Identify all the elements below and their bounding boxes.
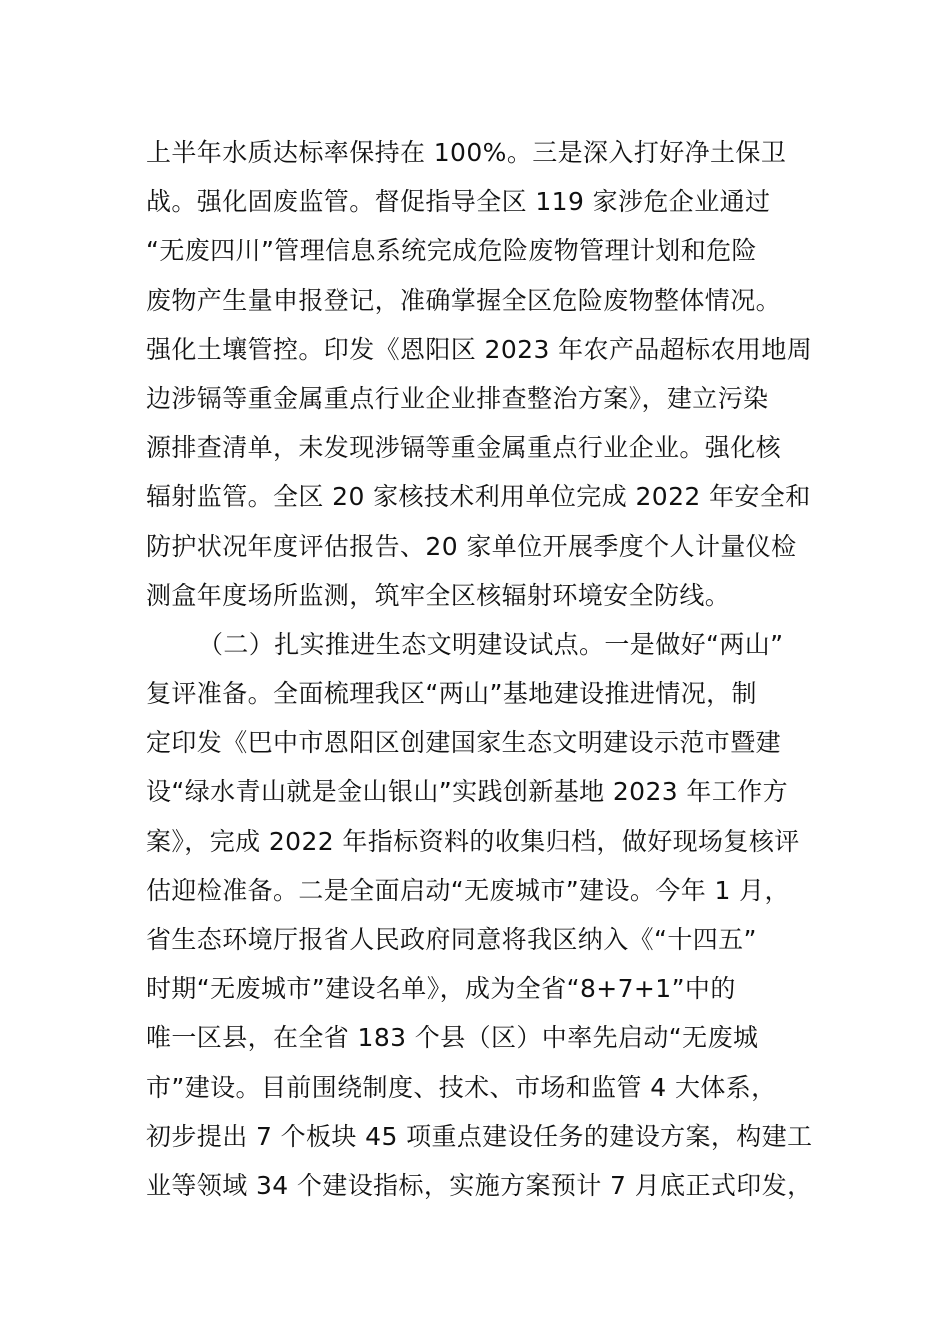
text-line: 测盒年度场所监测，筑牢全区核辐射环境安全防线。 [146, 580, 731, 610]
text-line: 设“绿水青山就是金山银山”实践创新基地 2023 年工作方 [146, 777, 789, 807]
body-text [146, 128, 836, 1210]
text-line: 防护状况年度评估报告、20 家单位开展季度个人计量仪检 [146, 531, 797, 561]
text-line: 时期“无废城市”建设名单》，成为全省“8+7+1”中的 [146, 974, 736, 1004]
text-line: 上半年水质达标率保持在 100%。三是深入打好净土保卫 [146, 138, 787, 167]
text-line: 案》，完成 2022 年指标资料的收集归档，做好现场复核评 [146, 826, 800, 856]
text-line: 强化土壤管控。印发《恩阳区 2023 年农产品超标农用地周 [146, 334, 813, 364]
text-line: “无废四川”管理信息系统完成危险废物管理计划和危险 [146, 236, 757, 266]
text-line: 废物产生量申报登记，准确掌握全区危险废物整体情况。 [146, 285, 782, 315]
section-heading-line: （二）扎实推进生态文明建设试点。一是做好“两山” [198, 629, 784, 659]
text-line: 边涉镉等重金属重点行业企业排查整治方案》，建立污染 [146, 383, 769, 413]
text-line: 定印发《巴中市恩阳区创建国家生态文明建设示范市暨建 [146, 728, 782, 758]
text-line: 战。强化固废监管。督促指导全区 119 家涉危企业通过 [146, 187, 771, 217]
text-line: 省生态环境厅报省人民政府同意将我区纳入《“十四五” [146, 925, 757, 954]
text-line: 业等领域 34 个建设指标，实施方案预计 7 月底正式印发， [146, 1170, 813, 1200]
text-line: 市”建设。目前围绕制度、技术、市场和监管 4 大体系， [146, 1072, 777, 1102]
text-line: 唯一区县，在全省 183 个县（区）中率先启动“无废城 [146, 1023, 759, 1053]
text-line: 估迎检准备。二是全面启动“无废城市”建设。今年 1 月， [146, 875, 790, 905]
text-line: 辐射监管。全区 20 家核技术利用单位完成 2022 年安全和 [146, 482, 811, 512]
text-line: 初步提出 7 个板块 45 项重点建设任务的建设方案，构建工 [146, 1121, 813, 1151]
text-line: 复评准备。全面梳理我区“两山”基地建设推进情况，制 [146, 679, 757, 709]
text-line: 源排查清单，未发现涉镉等重金属重点行业企业。强化核 [146, 433, 782, 463]
